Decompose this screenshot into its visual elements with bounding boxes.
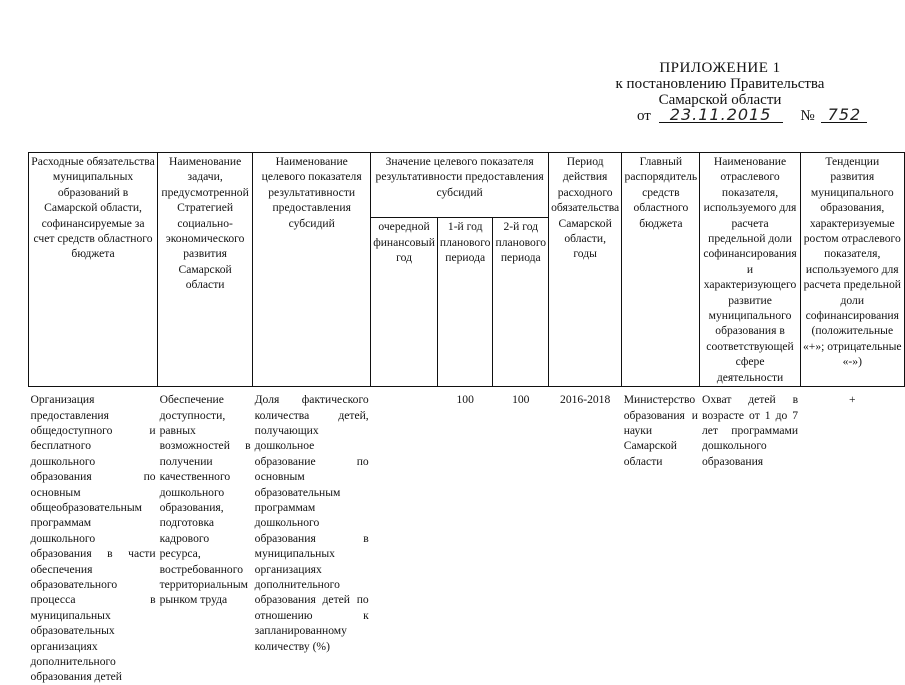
cell-development-trend: + (849, 393, 856, 407)
appendix-header (560, 60, 880, 108)
header-indicator-value-group: Значение целевого показателя результативности предоставления субсидий (371, 153, 549, 218)
date-prefix: от (637, 108, 651, 124)
header-chief-administrator: Главный распорядитель средств областного бюджета (622, 153, 700, 387)
header-second-planning-year: 2-й год планового периода (493, 218, 549, 387)
number-label: № (800, 108, 815, 124)
appendix-title: ПРИЛОЖЕНИЕ 1 (659, 60, 781, 76)
cell-first-planning-year-value: 100 (456, 393, 474, 407)
cell-target-indicator: Доля фактического количества детей, получающих дошкольное образование по основным образовательным программам дошкольного образования в муниципальных организациях дополнительного образования детей по отношению к запланированному количеству (%) (254, 393, 369, 653)
header-first-planning-year: 1-й год планового периода (437, 218, 493, 387)
table-row (29, 387, 905, 685)
cell-sector-indicator: Охват детей в возрасте от 1 до 7 лет программами дошкольного образования (701, 393, 799, 468)
appendix-subtitle-line-2: Самарской области (658, 92, 782, 108)
cell-current-year-value (371, 387, 438, 685)
cell-obligation-period: 2016-2018 (560, 393, 611, 407)
header-sector-indicator: Наименование отраслевого показателя, используемого для расчета предельной доли софинансирования и характеризующего развитие муниципального образования в соответствующей сфере деятельности (700, 153, 800, 387)
cell-second-planning-year-value: 100 (512, 393, 530, 407)
header-obligation-period: Период действия расходного обязательства Самарской области, годы (549, 153, 622, 387)
subsidy-table (28, 152, 905, 685)
header-current-fiscal-year: очередной финансовый год (371, 218, 438, 387)
header-target-indicator: Наименование целевого показателя результативности предоставления субсидий (253, 153, 371, 387)
cell-expenditure-obligation: Организация предоставления общедоступного и бесплатного дошкольного образования по основным общеобразовательным программам дошкольного образования в части обеспечения образовательного процесса в муниципальных образовательных организациях дополнительного образования детей (30, 393, 156, 684)
handwritten-date: 23.11.2015 (659, 107, 783, 123)
cell-chief-administrator: Министерство образования и науки Самарской области (623, 393, 698, 468)
header-development-trends: Тенденции развития муниципального образования, характеризуемые ростом отраслевого показателя, используемого для расчета предельной доли софинансирования (положительные «+»; отрицательные «-») (800, 153, 904, 387)
table-header-row-1 (29, 153, 905, 218)
appendix-subtitle-line-1: к постановлению Правительства (615, 76, 825, 92)
header-strategy-task: Наименование задачи, предусмотренной Стратегией социально-экономического развития Самарской области (158, 153, 253, 387)
handwritten-number: 752 (821, 107, 867, 123)
cell-strategy-task: Обеспечение доступности, равных возможностей в получении качественного дошкольного образования, подготовка кадрового ресурса, востребованного территориальным рынком труда (159, 393, 251, 607)
header-expenditure-obligations: Расходные обязательства муниципальных образований в Самарской области, софинансируемые за счет средств областного бюджета (29, 153, 158, 387)
resolution-date-line (637, 107, 867, 125)
